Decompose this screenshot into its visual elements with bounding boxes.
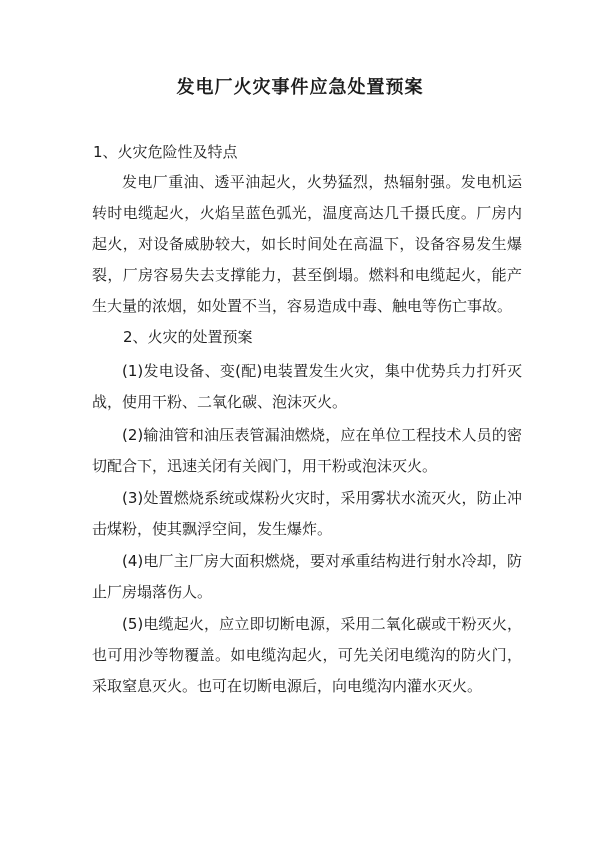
plan-item-5: (5)电缆起火，应立即切断电源，采用二氧化碳或干粉灭火，也可用沙等物覆盖。如电缆沟起火，可先关闭电缆沟的防火门，采取窒息灭火。也可在切断电源后，向电缆沟内灌水灭火。 (92, 615, 522, 695)
plan-item-3: (3)处置燃烧系统或煤粉火灾时，采用雾状水流灭火，防止冲击煤粉，使其飘浮空间，发生爆炸。 (92, 489, 522, 538)
section1-paragraph: 发电厂重油、透平油起火，火势猛烈，热辐射强。发电机运转时电缆起火，火焰呈蓝色弧光，温度高达几千摄氏度。厂房内起火，对设备威胁较大，如长时间处在高温下，设备容易发生爆裂，厂房容易失去支撑能力，甚至倒塌。燃料和电缆起火，能产生大量的浓烟，如处置不当，容易造成中毒、触电等伤亡事故。 (92, 173, 522, 315)
document-title: 发电厂火灾事件应急处置预案 (176, 77, 424, 98)
plan-item-1: (1)发电设备、变(配)电装置发生火灾，集中优势兵力打歼灭战，使用干粉、二氧化碳、泡沫灭火。 (92, 362, 522, 411)
section2-heading: 2、火灾的处置预案 (123, 328, 253, 346)
section1-heading: 1、火灾危险性及特点 (93, 143, 238, 161)
plan-item-2: (2)输油管和油压表管漏油燃烧，应在单位工程技术人员的密切配合下，迅速关闭有关阀门，用干粉或泡沫灭火。 (92, 426, 522, 475)
plan-item-4: (4)电厂主厂房大面积燃烧，要对承重结构进行射水冷却，防止厂房塌落伤人。 (92, 552, 522, 601)
